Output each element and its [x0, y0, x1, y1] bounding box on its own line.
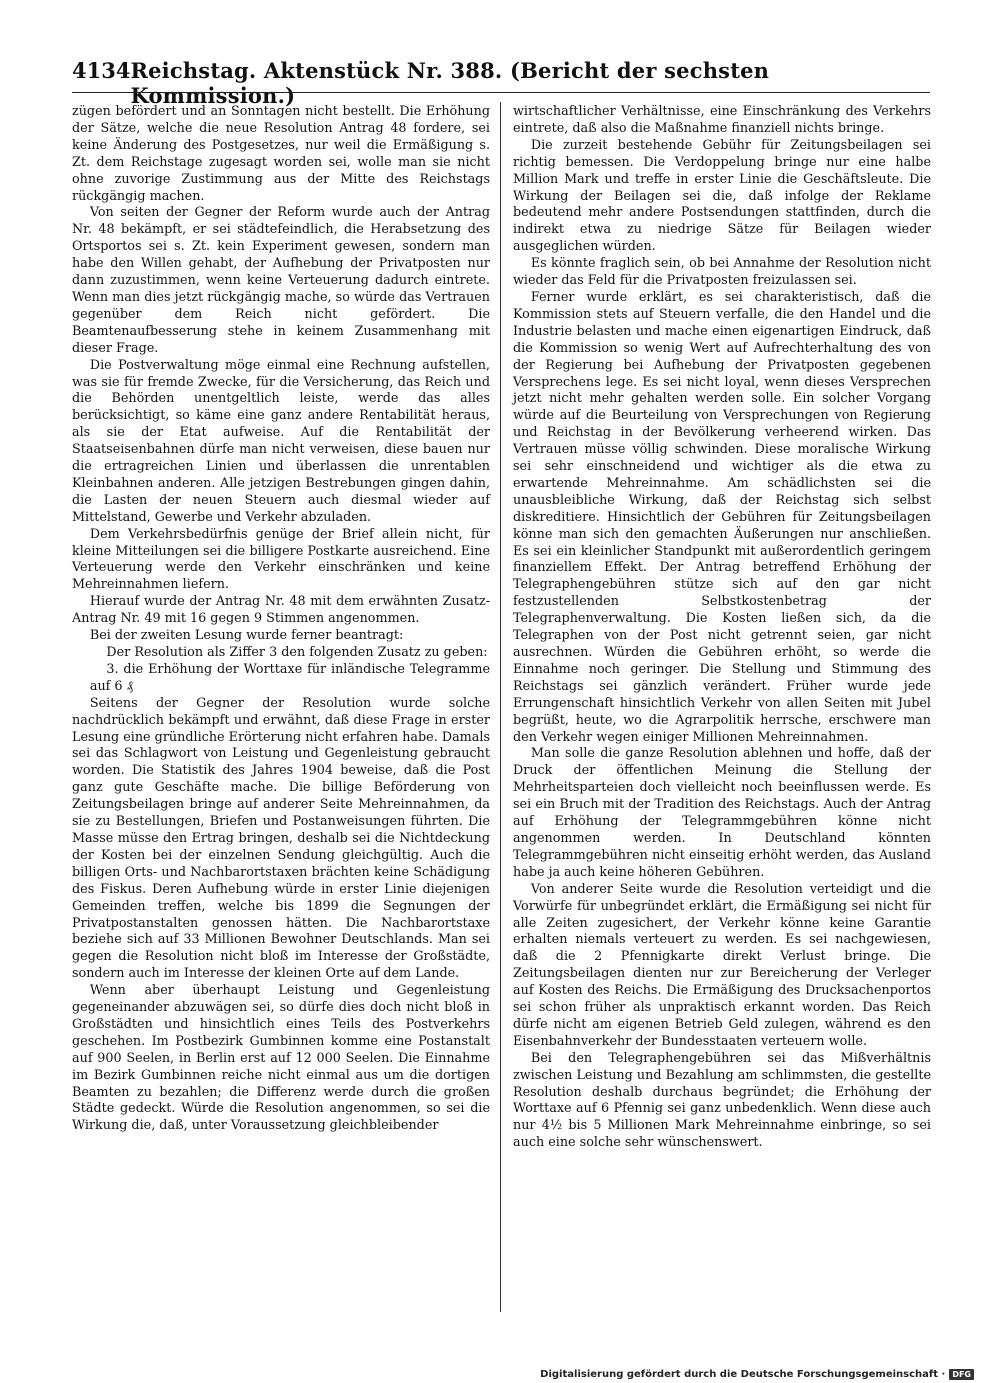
page-number: 4134 [72, 58, 131, 83]
paragraph: Ferner wurde erklärt, es sei charakteristisch, daß die Kommission stets auf Steuern verfalle, die den Handel und die Industrie belasten und mache einen eigenartigen Eindruck, daß die Kommission so wenig Wert auf Aufrechterhaltung des von der Regierung bei Aufhebung der Privatposten gegebenen Versprechens lege. Es sei nicht loyal, wenn dieses Versprechen jetzt nicht mehr gehalten werden solle. Ein solcher Vorgang würde auf die Beurteilung von Versprechungen von Regierung und Reichstag in der Bevölkerung verheerend wirken. Das Vertrauen müsse völlig schwinden. Diese moralische Wirkung sei sehr einschneidend und wichtiger als die etwa zu erwartende Mehreinnahme. Am schädlichsten sei die unausbleibliche Wirkung, daß der Reichstag sich selbst diskreditiere. Hinsichtlich der Gebühren für Zeitungsbeilagen könne man sich den gemachten Äußerungen nur anschließen. Es sei ein kleinlicher Standpunkt mit außerordentlich geringem finanziellem Effekt. Der Antrag betreffend Erhöhung der Telegraphengebühren stütze sich auf den gar nicht festzustellenden Selbstkostenbetrag der Telegraphenverwaltung. Die Kosten ließen sich, da die Telegraphen von der Post nicht getrennt seien, gar nicht ausrechnen. Würden die Gebühren erhöht, so werde die Einnahme noch geringer. Die Stellung und Stimmung des Reichstags sei gänzlich verändert. Früher wurde jede Errungenschaft hinsichtlich Verkehr von allen Seiten mit Jubel begrüßt, heute, wo die Agrarpolitik herrsche, erschwere man den Verkehr wegen einiger Millionen Mehreinnahmen. [513, 289, 931, 745]
paragraph: Bei den Telegraphengebühren sei das Mißverhältnis zwischen Leistung und Bezahlung am schlimmsten, die gestellte Resolution deshalb durchaus begründet; die Erhöhung der Worttaxe auf 6 Pfennig sei ganz unbedenklich. Wenn diese auch nur 4½ bis 5 Millionen Mark Mehreinnahme einbringe, so sei auch eine solche sehr wünschenswert. [513, 1050, 931, 1151]
paragraph: Man solle die ganze Resolution ablehnen und hoffe, daß der Druck der öffentlichen Meinung die Stellung der Mehrheitsparteien doch vielleicht noch beeinflussen werde. Es sei ein Bruch mit der Tradition des Reichstags. Auch der Antrag auf Erhöhung der Telegrammgebühren könne nicht angenommen werden. In Deutschland könnten Telegrammgebühren nicht einseitig erhöht werden, das Ausland habe ja auch keine höheren Gebühren. [513, 746, 931, 880]
credit-text: Digitalisierung gefördert durch die Deutsche Forschungsgemeinschaft · [540, 1368, 946, 1380]
paragraph: Von anderer Seite wurde die Resolution verteidigt und die Vorwürfe für unbegründet erklärt, die Ermäßigung sei nicht für alle Zeiten zugesichert, der Verkehr könne keine Garantie erhalten niemals verteuert zu werden. Es sei nachgewiesen, daß die 2 Pfennigkarte direkt Verlust bringe. Die Zeitungsbeilagen dienten nur zur Bereicherung der Verleger auf Kosten des Reichs. Die Ermäßigung des Drucksachenportos sei schon früher als unpraktisch erkannt worden. Das Reich dürfe nicht am eigenen Betrieb Geld zulegen, während es den Eisenbahnverkehr der Bundesstaaten verteuern wolle. [513, 881, 931, 1049]
motion-item: 3. die Erhöhung der Worttaxe für inländische Telegramme auf 6 ₰ [89, 661, 490, 694]
paragraph: wirtschaftlicher Verhältnisse, eine Einschränkung des Verkehrs eintrete, daß also die Maßnahme finanziell nichts bringe. [513, 104, 931, 136]
digitization-credit [540, 1368, 974, 1380]
paragraph: Dem Verkehrsbedürfnis genüge der Brief allein nicht, für kleine Mitteilungen sei die billigere Postkarte ausreichend. Eine Verteuerung werde den Verkehr einschränken und keine Mehreinnahmen liefern. [72, 526, 490, 593]
column-divider [500, 102, 501, 1312]
paragraph: zügen befördert und an Sonntagen nicht bestellt. Die Erhöhung der Sätze, welche die neue Resolution Antrag 48 fordere, sei keine Änderung des Postgesetzes, nur weil die Ermäßigung s. Zt. dem Reichstage zugesagt worden sei, wolle man sie nicht ohne zuvorige Zustimmung aus der Mitte des Reichstags rückgängig machen. [72, 104, 490, 204]
paragraph: Die Postverwaltung möge einmal eine Rechnung aufstellen, was sie für fremde Zwecke, für die Versicherung, das Reich und die Behörden unentgeltlich leiste, werde das alles berücksichtigt, so käme eine ganz andere Rentabilität heraus, als sie der Etat aufweise. Auf die Rentabilität der Staatseisenbahnen dürfe man nicht verweisen, diese bauen nur die ertragreichen Linien und überlassen die unrentablen Kleinbahnen anderen. Alle jetzigen Bestrebungen gingen dahin, die Lasten der neuen Steuern auch diesmal wieder auf Mittelstand, Gewerbe und Verkehr abzuladen. [72, 357, 490, 525]
paragraph: Es könnte fraglich sein, ob bei Annahme der Resolution nicht wieder das Feld für die Privatposten freizulassen sei. [513, 256, 931, 289]
paragraph: Von seiten der Gegner der Reform wurde auch der Antrag Nr. 48 bekämpft, er sei städtefeindlich, die Herabsetzung des Ortsportos sei s. Zt. kein Experiment gewesen, sondern man habe den Willen gehabt, der Aufhebung der Privatposten nur dann zuzustimmen, wenn keine Verteuerung dadurch eintrete. Wenn man dies jetzt rückgängig mache, so würde das Vertrauen gegenüber dem Reich nicht gefördert. Die Beamtenaufbesserung stehe in keinem Zusammenhang mit dieser Frage. [72, 205, 490, 356]
paragraph: Wenn aber überhaupt Leistung und Gegenleistung gegeneinander abzuwägen sei, so dürfe dies doch nicht bloß in Großstädten und hinsichtlich eines Teils des Postverkehrs geschehen. Im Postbezirk Gumbinnen komme eine Postanstalt auf 900 Seelen, in Berlin erst auf 12 000 Seelen. Die Einnahme im Bezirk Gumbinnen reiche nicht einmal aus um die dortigen Beamten zu bezahlen; die Differenz werde durch die großen Städte gedeckt. Würde die Resolution angenommen, so sei die Wirkung die, daß, unter Voraussetzung gleichbleibender [72, 983, 490, 1134]
header-rule [72, 92, 930, 93]
right-column [513, 104, 931, 1152]
paragraph: Seitens der Gegner der Resolution wurde solche nachdrücklich bekämpft und erwähnt, daß diese Frage in erster Lesung eine gründliche Erörterung nicht erfahren habe. Damals sei das Schlagwort von Leistung und Gegenleistung gebraucht worden. Die Statistik des Jahres 1904 beweise, daß die Post ganz gute Geschäfte mache. Die billige Beförderung von Zeitungsbeilagen bringe auf anderer Seite Mehreinnahmen, da sie zu Bestellungen, Briefen und Postanweisungen führten. Die Masse müsse den Ertrag bringen, deshalb sei die Nichtdeckung der Kosten bei der einzelnen Sendung gleichgültig. Auch die billigen Orts- und Nachbarortstaxen brächten keine Schädigung des Fiskus. Deren Aufhebung würde in erster Linie diejenigen Gemeinden treffen, welche bis 1899 die Segnungen der Privatpostanstalten genossen hätten. Die Nachbarortstaxe beziehe sich auf 33 Millionen Bewohner Deutschlands. Man sei gegen die Resolution nicht bloß im Interesse der Großstädte, sondern auch im Interesse der kleinen Orte auf dem Lande. [72, 695, 490, 982]
paragraph: Die zurzeit bestehende Gebühr für Zeitungsbeilagen sei richtig bemessen. Die Verdoppelung bringe nur eine halbe Million Mark und treffe in erster Linie die Geschäftsleute. Die Wirkung der Beilagen sei die, daß infolge der Reklame bedeutend mehr andere Postsendungen stattfinden, durch die indirekt etwa zu niedrige Sätze für Beilagen wieder ausgeglichen würden. [513, 137, 931, 255]
paragraph: Bei der zweiten Lesung wurde ferner beantragt: [89, 628, 404, 644]
paragraph: Hierauf wurde der Antrag Nr. 48 mit dem erwähnten Zusatz-Antrag Nr. 49 mit 16 gegen 9 Stimmen angenommen. [72, 594, 490, 627]
dfg-logo-icon: DFG [949, 1369, 974, 1380]
left-column [72, 104, 490, 1135]
running-title: Reichstag. Aktenstück Nr. 388. (Bericht der sechsten Kommission.) [130, 58, 770, 108]
page-header [72, 58, 930, 108]
motion-text: Der Resolution als Ziffer 3 den folgenden Zusatz zu geben: [106, 645, 488, 660]
